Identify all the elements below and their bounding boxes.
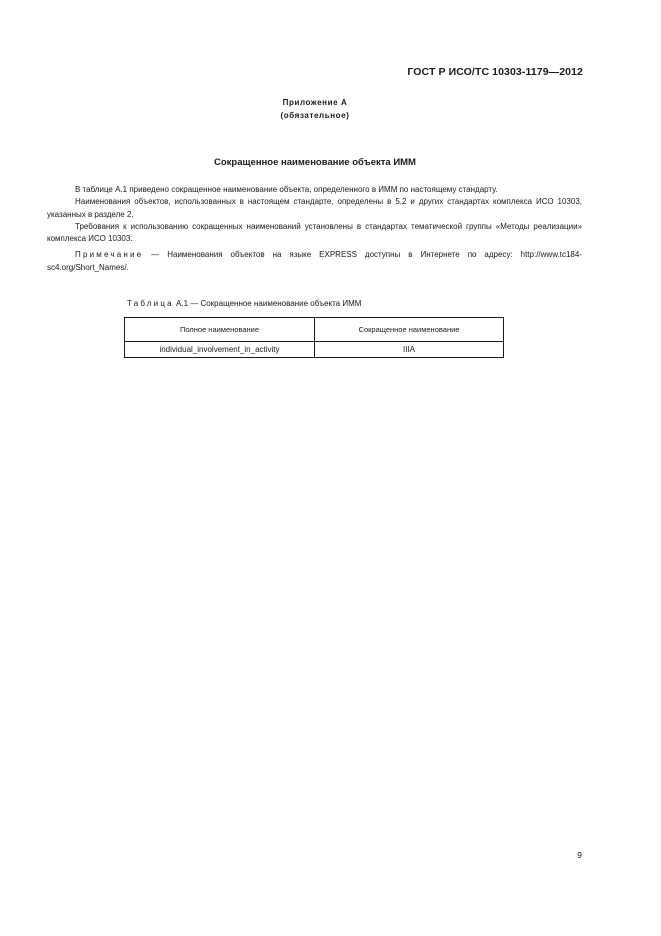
document-code: ГОСТ Р ИСО/ТС 10303-1179—2012: [407, 66, 583, 78]
body-text: [47, 184, 582, 274]
column-header-full-name: Полное наименование: [125, 318, 315, 342]
short-names-table: [124, 317, 504, 358]
cell-full-name: individual_involvement_in_activity: [125, 342, 315, 358]
table-caption: [127, 299, 361, 308]
paragraph: Требования к использованию сокращенных наименований установлены в стандартах тематической группы «Методы реализации» комплекса ИСО 10303.: [47, 221, 582, 244]
note-paragraph: [47, 249, 582, 274]
note-text: — Наименования объектов на языке EXPRESS доступны в Интернете по адресу: http://www.tc184-sc4.org/Short_Names/.: [47, 250, 582, 272]
page-number: 9: [577, 850, 582, 860]
annex-status: (обязательное): [280, 111, 350, 120]
table-header-row: [125, 318, 504, 342]
paragraph: В таблице А.1 приведено сокращенное наименование объекта, определенного в ИММ по настоящему стандарту.: [75, 185, 498, 194]
annex-title: Приложение А: [282, 98, 348, 107]
column-header-short-name: Сокращенное наименование: [315, 318, 504, 342]
annex-heading: [0, 96, 630, 122]
table-caption-text: А.1 — Сокращенное наименование объекта ИММ: [173, 299, 362, 308]
table-caption-label: Таблица: [127, 299, 174, 308]
cell-short-name: IIIA: [315, 342, 504, 358]
note-label: Примечание: [75, 250, 144, 260]
table-row: [125, 342, 504, 358]
paragraph: Наименования объектов, использованных в настоящем стандарте, определены в 5.2 и других стандартах комплекса ИСО 10303, указанных в разделе 2.: [47, 197, 582, 219]
section-title: Сокращенное наименование объекта ИММ: [214, 157, 416, 168]
